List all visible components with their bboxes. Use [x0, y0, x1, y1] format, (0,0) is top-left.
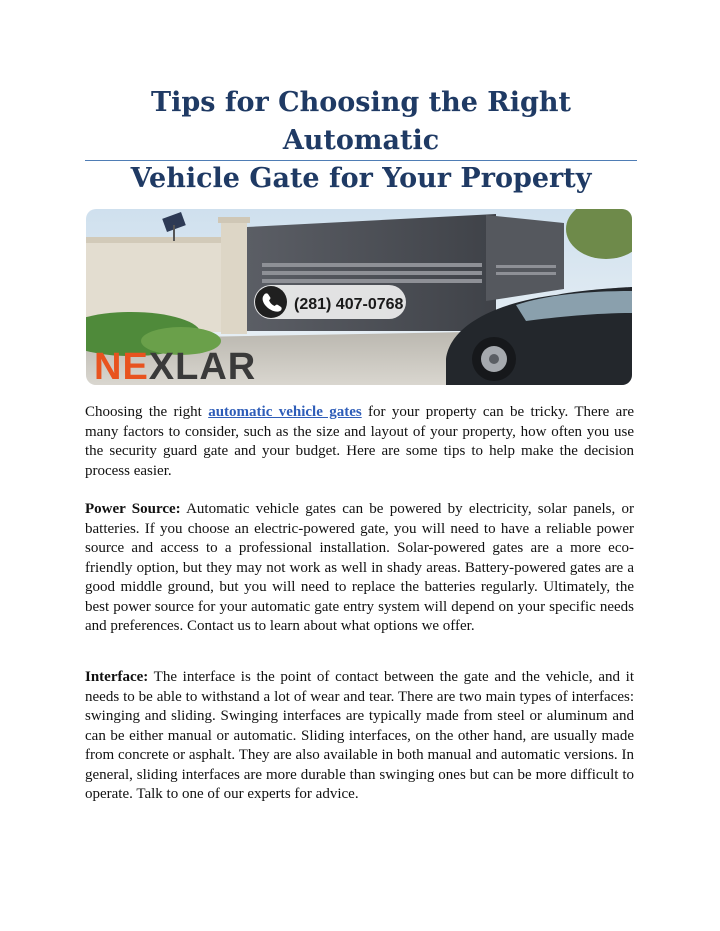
power-source-text: Automatic vehicle gates can be powered by electricity, solar panels, or batteries. If you choose an electric-powered gate, you will need to have a reliable power source and access to a professional installation. Solar-powered gates are a more eco-friendly option, but they may not work as well in shady areas. Battery-powered gates are a good middle ground, but you will need to replace the batteries regularly. Ultimately, the best power source for your automatic gate entry system will depend on your specific needs and preferences. Contact us to learn about what options we offer.: [85, 501, 635, 634]
page-title: [85, 84, 637, 198]
logo-ne: NE: [94, 346, 149, 385]
power-source-paragraph: [85, 500, 634, 637]
intro-paragraph: [85, 403, 634, 481]
interface-paragraph: [85, 668, 634, 805]
logo-lar: LAR: [175, 346, 257, 385]
title-divider: [85, 160, 637, 161]
interface-label: Interface:: [85, 669, 149, 685]
intro-text-before: Choosing the right: [85, 404, 209, 420]
power-source-label: Power Source:: [85, 501, 181, 517]
interface-text: The interface is the point of contact between the gate and the vehicle, and it needs to be able to withstand a lot of wear and tear. There are two main types of interfaces: swinging and sliding. Swinging interfaces are typically made from steel or aluminum and can be either manual or automatic. Sliding interfaces, on the other hand, are usually made from concrete or asphalt. They are also available in both manual and automatic versions. In general, sliding interfaces are more durable than swinging ones but can be more difficult to operate. Talk to one of our experts for advice.: [85, 669, 634, 802]
phone-icon: [255, 286, 287, 318]
title-line-1: Tips for Choosing the Right Automatic: [151, 87, 571, 156]
svg-text:NEXLAR: [94, 346, 256, 385]
intro-text-after: for your property can be tricky. There are many factors to consider, such as the size and layout of your property, how often you use the security guard gate and your budget. Here are some tips to help make the decision process easier.: [85, 404, 634, 479]
phone-number: (281) 407-0768: [294, 296, 404, 313]
automatic-vehicle-gates-link[interactable]: automatic vehicle gates: [208, 404, 362, 420]
title-line-2: Vehicle Gate for Your Property: [130, 163, 592, 194]
nexlar-logo: [94, 346, 256, 385]
hero-image: [86, 209, 632, 385]
logo-x: X: [148, 346, 176, 385]
